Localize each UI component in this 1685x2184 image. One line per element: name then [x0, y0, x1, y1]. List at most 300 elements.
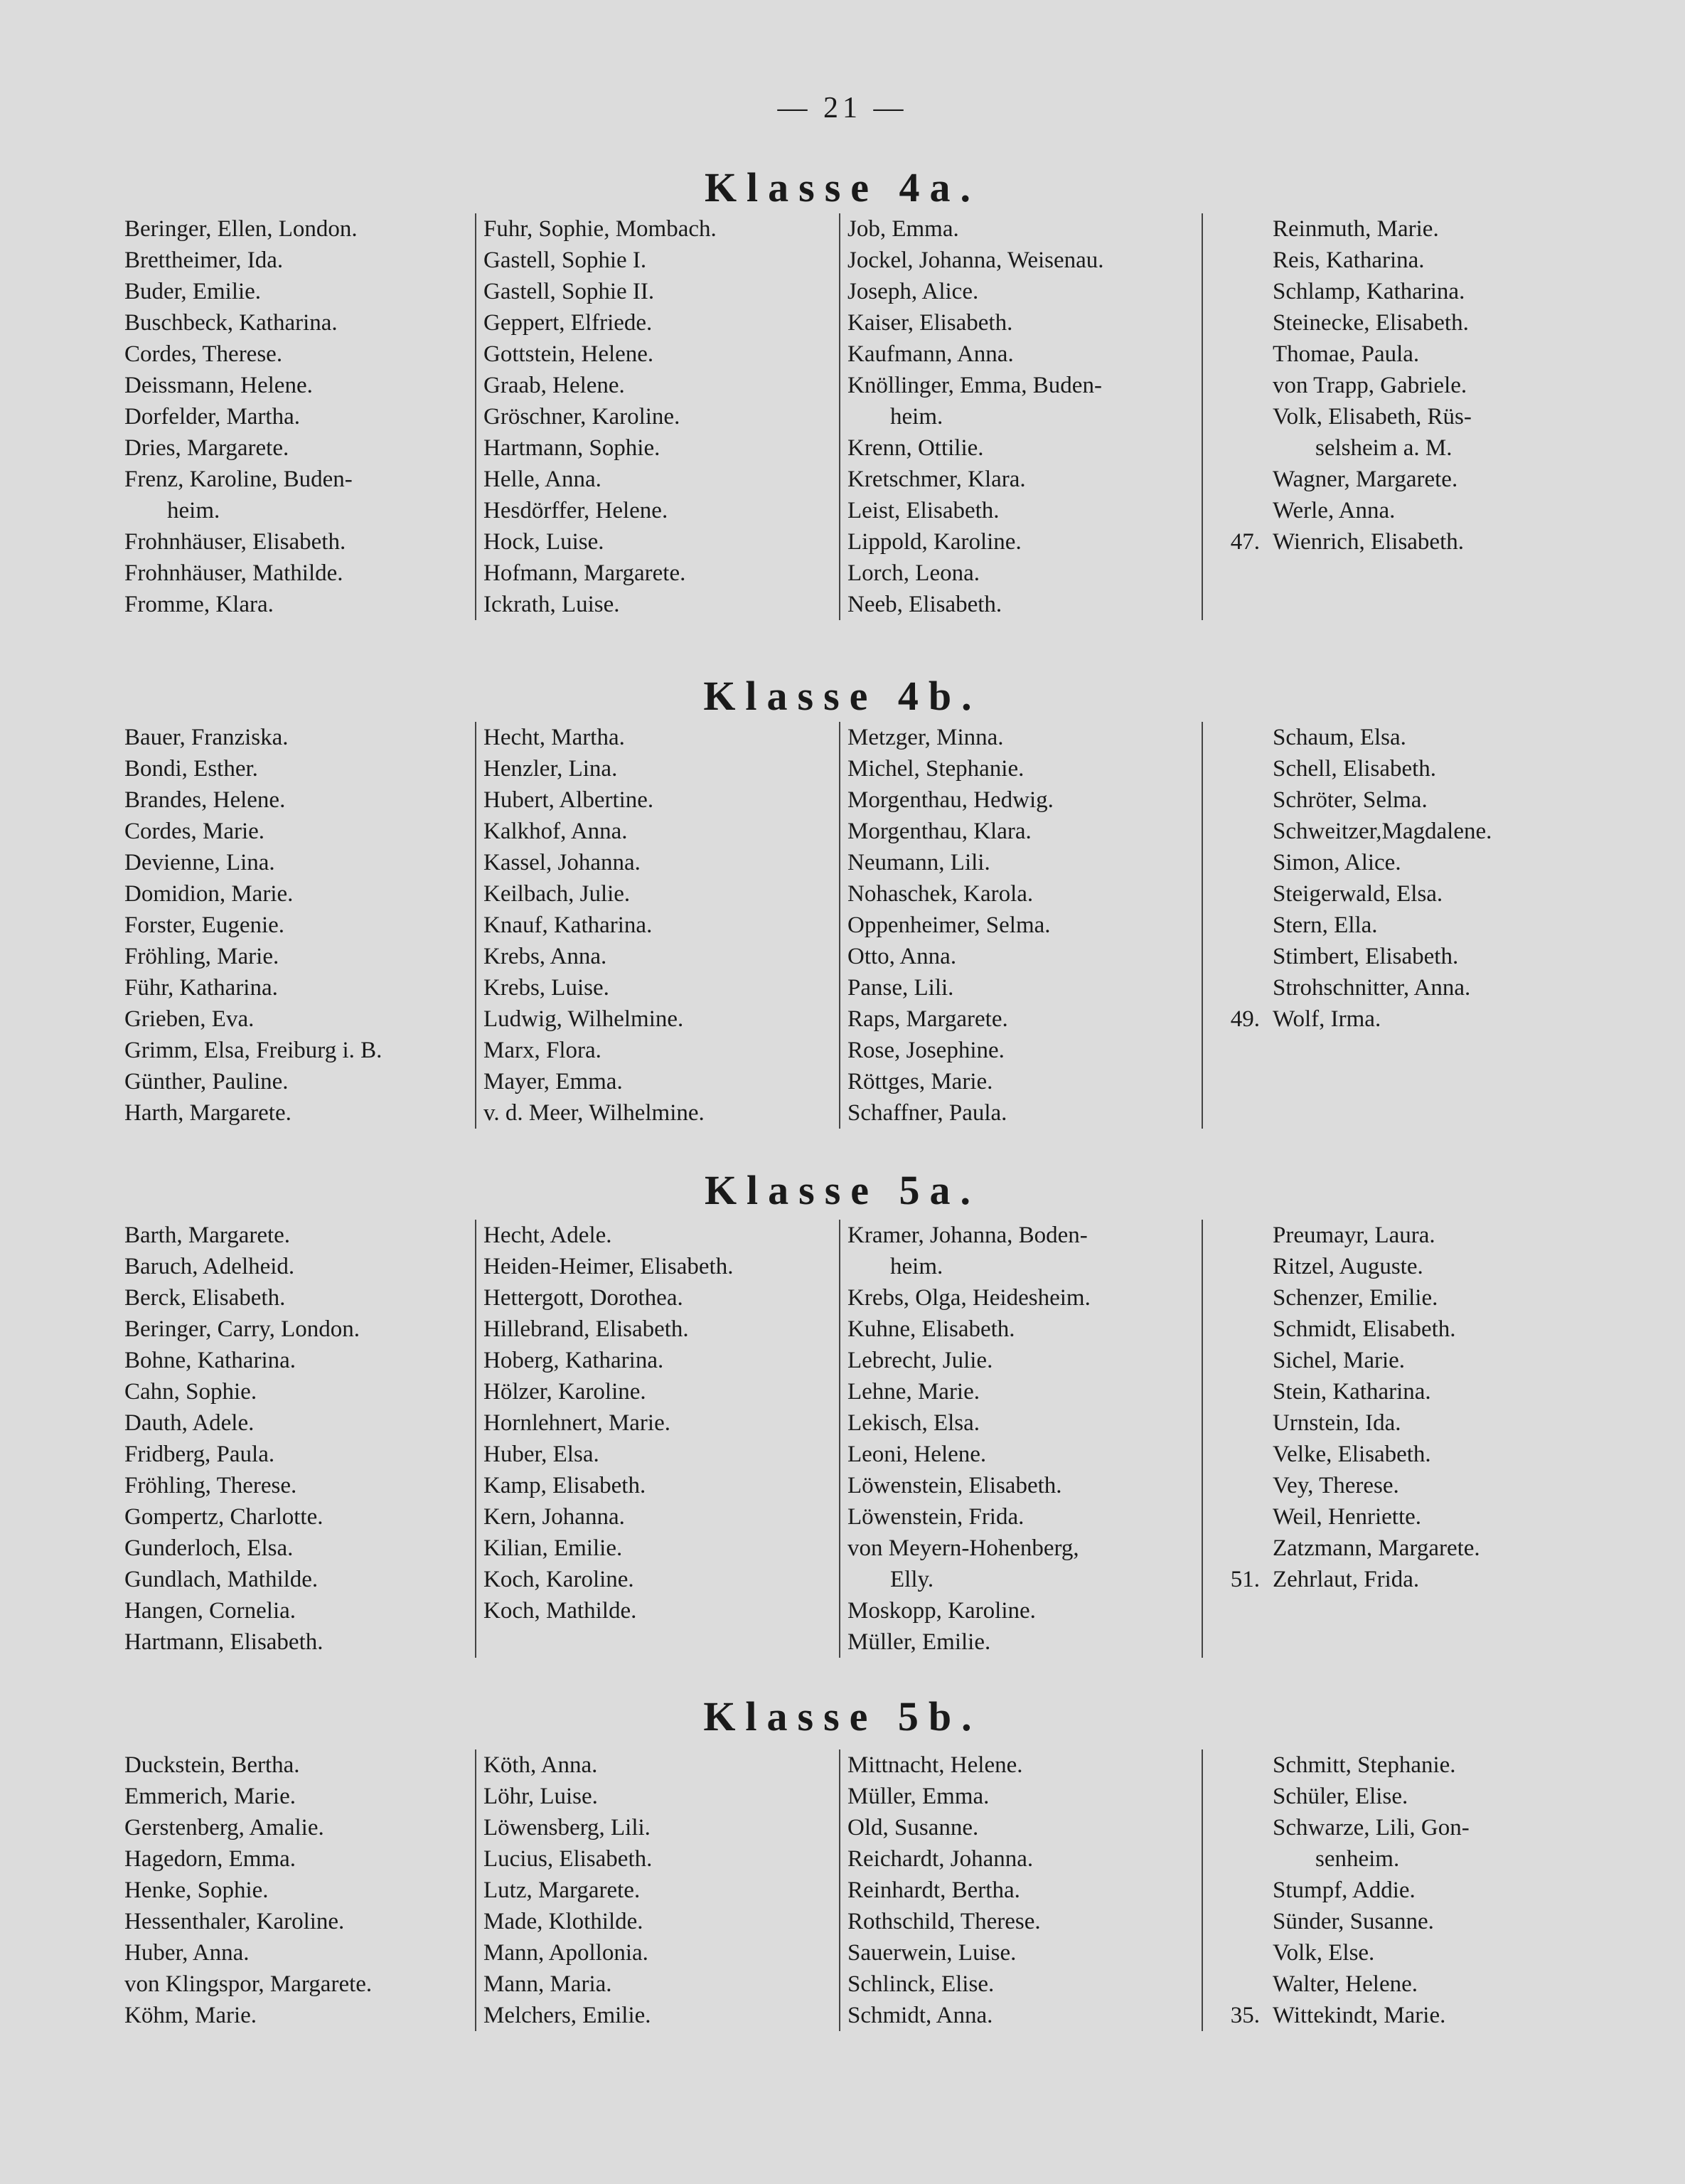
student-entry — [847, 847, 1054, 878]
student-name: Gompertz, Charlotte. — [124, 1504, 323, 1530]
student-entry — [483, 722, 705, 753]
student-name: Otto, Anna. — [847, 944, 957, 969]
student-name: Morgenthau, Klara. — [847, 819, 1032, 844]
student-entry — [124, 1749, 372, 1781]
name-column — [483, 722, 705, 1129]
student-name: Hock, Luise. — [483, 529, 604, 555]
student-name: Zatzmann, Margarete. — [1273, 1535, 1480, 1561]
student-entry — [847, 1564, 1091, 1595]
student-name: Harth, Margarete. — [124, 1100, 291, 1126]
student-entry — [124, 1812, 372, 1843]
student-entry — [124, 972, 382, 1003]
student-name: Hecht, Adele. — [483, 1222, 612, 1248]
student-entry — [483, 1066, 705, 1097]
student-name: Stern, Ella. — [1273, 912, 1378, 938]
student-entry — [124, 1626, 360, 1658]
student-entry — [847, 1470, 1091, 1501]
student-name: Buschbeck, Katharina. — [124, 310, 338, 336]
column-divider — [475, 1220, 476, 1658]
student-entry — [124, 1533, 360, 1564]
student-entry — [1273, 1937, 1470, 1969]
class-section — [0, 722, 1685, 1129]
student-name: Preumayr, Laura. — [1273, 1222, 1435, 1248]
student-name: Kilian, Emilie. — [483, 1535, 623, 1561]
student-name: Fromme, Klara. — [124, 592, 274, 617]
student-name: Moskopp, Karoline. — [847, 1598, 1036, 1624]
student-name: heim. — [890, 1254, 943, 1279]
name-column — [483, 213, 717, 620]
name-column — [124, 1220, 360, 1658]
student-entry — [847, 307, 1104, 339]
student-entry — [847, 1097, 1054, 1129]
student-name: Huber, Elsa. — [483, 1442, 599, 1467]
student-entry — [124, 1969, 372, 2000]
student-name: Schmidt, Elisabeth. — [1273, 1316, 1456, 1342]
student-name: Mayer, Emma. — [483, 1069, 623, 1094]
student-name: Leist, Elisabeth. — [847, 498, 1000, 523]
class-count: 35. — [1230, 2003, 1260, 2028]
student-entry — [124, 1595, 360, 1626]
name-column — [847, 722, 1054, 1129]
name-column — [1230, 1220, 1480, 1595]
student-entry — [124, 753, 382, 784]
student-entry — [1273, 495, 1472, 526]
student-entry — [847, 1906, 1041, 1937]
student-name: Barth, Margarete. — [124, 1222, 291, 1248]
student-name: Gerstenberg, Amalie. — [124, 1815, 324, 1841]
student-name: senheim. — [1315, 1846, 1400, 1872]
student-entry — [124, 213, 358, 245]
student-name: Grimm, Elsa, Freiburg i. B. — [124, 1038, 383, 1063]
student-name: Müller, Emilie. — [847, 1629, 991, 1655]
student-name: Reinhardt, Bertha. — [847, 1877, 1020, 1903]
student-name: Berck, Elisabeth. — [124, 1285, 286, 1311]
student-entry — [483, 1969, 652, 2000]
student-entry — [1273, 245, 1472, 276]
student-name: Kamp, Elisabeth. — [483, 1473, 646, 1498]
student-name: Graab, Helene. — [483, 373, 625, 398]
student-name: Steinecke, Elisabeth. — [1273, 310, 1469, 336]
student-entry — [1230, 526, 1472, 558]
student-entry — [1273, 1533, 1480, 1564]
student-name: Schlamp, Katharina. — [1273, 279, 1465, 304]
student-entry — [483, 1376, 733, 1407]
student-entry — [124, 1875, 372, 1906]
student-entry — [124, 1345, 360, 1376]
student-entry — [483, 276, 717, 307]
student-entry — [1273, 276, 1472, 307]
student-name: Köth, Anna. — [483, 1752, 598, 1778]
student-entry — [483, 878, 705, 910]
student-name: Schlinck, Elise. — [847, 1971, 995, 1997]
student-name: Lippold, Karoline. — [847, 529, 1022, 555]
student-entry — [124, 589, 358, 620]
student-entry — [124, 1282, 360, 1314]
student-name: selsheim a. M. — [1315, 435, 1453, 461]
student-entry — [124, 339, 358, 370]
student-name: Schüler, Elise. — [1273, 1784, 1408, 1809]
student-entry — [124, 245, 358, 276]
student-entry — [847, 1407, 1091, 1439]
student-entry — [124, 1003, 382, 1035]
student-name: Schaum, Elsa. — [1273, 725, 1406, 750]
student-entry — [1273, 847, 1492, 878]
student-entry — [483, 213, 717, 245]
student-name: Lehne, Marie. — [847, 1379, 980, 1405]
student-name: Stein, Katharina. — [1273, 1379, 1431, 1405]
class-section — [0, 1220, 1685, 1658]
student-name: Rothschild, Therese. — [847, 1909, 1041, 1934]
student-name: Michel, Stephanie. — [847, 756, 1025, 782]
student-entry — [847, 276, 1104, 307]
student-name: Schweitzer,Magdalene. — [1273, 819, 1492, 844]
student-name: Hölzer, Karoline. — [483, 1379, 646, 1405]
name-column — [483, 1749, 652, 2031]
student-name: Hessenthaler, Karoline. — [124, 1909, 345, 1934]
student-entry — [1273, 1251, 1480, 1282]
student-name: Emmerich, Marie. — [124, 1784, 296, 1809]
student-entry — [483, 432, 717, 464]
student-name: heim. — [167, 498, 220, 523]
student-name: Weil, Henriette. — [1273, 1504, 1422, 1530]
student-name: Löhr, Luise. — [483, 1784, 598, 1809]
student-entry — [483, 1282, 733, 1314]
name-column — [124, 213, 358, 620]
student-entry — [483, 1003, 705, 1035]
student-entry — [1230, 1003, 1492, 1035]
student-name: Hubert, Albertine. — [483, 787, 654, 813]
student-name: Köhm, Marie. — [124, 2003, 257, 2028]
student-entry — [1273, 910, 1492, 941]
student-name: Gastell, Sophie I. — [483, 247, 647, 273]
student-entry — [483, 1781, 652, 1812]
student-entry — [483, 910, 705, 941]
student-name: Reinmuth, Marie. — [1273, 216, 1439, 242]
student-name: Krebs, Luise. — [483, 975, 609, 1001]
student-entry — [847, 1533, 1091, 1564]
student-name: Neumann, Lili. — [847, 850, 990, 875]
student-entry — [847, 910, 1054, 941]
student-name: Melchers, Emilie. — [483, 2003, 651, 2028]
name-column — [847, 1220, 1091, 1658]
student-entry — [1273, 1376, 1480, 1407]
student-entry — [847, 1595, 1091, 1626]
student-entry — [1273, 1843, 1470, 1875]
student-name: Simon, Alice. — [1273, 850, 1401, 875]
student-name: Gottstein, Helene. — [483, 341, 654, 367]
student-entry — [483, 1407, 733, 1439]
student-name: Mann, Maria. — [483, 1971, 612, 1997]
class-heading: Klasse 5b. — [703, 1693, 982, 1740]
student-name: Bauer, Franziska. — [124, 725, 289, 750]
student-entry — [124, 941, 382, 972]
student-entry — [483, 2000, 652, 2031]
column-divider — [839, 213, 840, 620]
student-name: Neeb, Elisabeth. — [847, 592, 1002, 617]
student-name: Steigerwald, Elsa. — [1273, 881, 1443, 907]
student-name: Kaufmann, Anna. — [847, 341, 1014, 367]
student-name: v. d. Meer, Wilhelmine. — [483, 1100, 705, 1126]
student-entry — [483, 1875, 652, 1906]
student-name: Oppenheimer, Selma. — [847, 912, 1051, 938]
student-entry — [847, 464, 1104, 495]
student-name: Hecht, Martha. — [483, 725, 625, 750]
student-name: Krebs, Anna. — [483, 944, 607, 969]
student-name: Hornlehnert, Marie. — [483, 1410, 670, 1436]
student-name: Lorch, Leona. — [847, 560, 980, 586]
student-entry — [847, 339, 1104, 370]
student-entry — [124, 1501, 360, 1533]
student-entry — [1273, 1781, 1470, 1812]
student-name: Henzler, Lina. — [483, 756, 618, 782]
student-name: Morgenthau, Hedwig. — [847, 787, 1054, 813]
student-entry — [483, 526, 717, 558]
student-entry — [847, 1969, 1041, 2000]
student-entry — [1273, 1345, 1480, 1376]
student-name: Schaffner, Paula. — [847, 1100, 1007, 1126]
student-entry — [124, 1066, 382, 1097]
student-name: Krenn, Ottilie. — [847, 435, 984, 461]
student-name: Ritzel, Auguste. — [1273, 1254, 1423, 1279]
student-name: Helle, Anna. — [483, 467, 601, 492]
student-entry — [1273, 1875, 1470, 1906]
student-entry — [483, 972, 705, 1003]
class-count: 47. — [1230, 529, 1260, 555]
student-entry — [1273, 213, 1472, 245]
student-entry — [483, 1749, 652, 1781]
column-divider — [839, 722, 840, 1129]
student-name: Schmidt, Anna. — [847, 2003, 993, 2028]
student-entry — [847, 1376, 1091, 1407]
student-name: Huber, Anna. — [124, 1940, 250, 1966]
student-name: Velke, Elisabeth. — [1273, 1442, 1431, 1467]
student-entry — [483, 245, 717, 276]
student-name: Henke, Sophie. — [124, 1877, 269, 1903]
student-entry — [847, 1781, 1041, 1812]
student-entry — [483, 1035, 705, 1066]
student-entry — [1230, 1564, 1480, 1595]
student-name: Gastell, Sophie II. — [483, 279, 655, 304]
student-name: Cordes, Therese. — [124, 341, 283, 367]
student-name: Kassel, Johanna. — [483, 850, 641, 875]
student-entry — [124, 432, 358, 464]
student-entry — [1273, 1812, 1470, 1843]
student-entry — [847, 432, 1104, 464]
name-column — [1230, 722, 1492, 1035]
student-name: Thomae, Paula. — [1273, 341, 1420, 367]
student-entry — [1273, 1906, 1470, 1937]
student-name: Walter, Helene. — [1273, 1971, 1418, 1997]
student-entry — [483, 1470, 733, 1501]
student-name: Elly. — [890, 1567, 934, 1592]
student-entry — [847, 213, 1104, 245]
student-entry — [847, 1066, 1054, 1097]
student-name: Gunderloch, Elsa. — [124, 1535, 294, 1561]
student-entry — [847, 1003, 1054, 1035]
student-name: Frohnhäuser, Mathilde. — [124, 560, 343, 586]
student-name: Dorfelder, Martha. — [124, 404, 300, 430]
student-entry — [124, 307, 358, 339]
student-name: Joseph, Alice. — [847, 279, 979, 304]
student-entry — [847, 245, 1104, 276]
student-entry — [1273, 878, 1492, 910]
student-entry — [1273, 401, 1472, 432]
student-name: Röttges, Marie. — [847, 1069, 993, 1094]
student-name: Führ, Katharina. — [124, 975, 278, 1001]
column-divider — [475, 213, 476, 620]
student-entry — [847, 1035, 1054, 1066]
student-entry — [1273, 370, 1472, 401]
student-name: Knauf, Katharina. — [483, 912, 653, 938]
student-entry — [483, 370, 717, 401]
student-entry — [483, 816, 705, 847]
student-name: Buder, Emilie. — [124, 279, 262, 304]
student-entry — [847, 1251, 1091, 1282]
student-name: Forster, Eugenie. — [124, 912, 285, 938]
student-entry — [1273, 1749, 1470, 1781]
student-entry — [1273, 753, 1492, 784]
student-entry — [124, 1564, 360, 1595]
student-name: Fuhr, Sophie, Mombach. — [483, 216, 717, 242]
student-name: Keilbach, Julie. — [483, 881, 631, 907]
student-entry — [1273, 1220, 1480, 1251]
student-entry — [847, 878, 1054, 910]
student-entry — [847, 816, 1054, 847]
student-name: Volk, Else. — [1273, 1940, 1375, 1966]
student-name: Panse, Lili. — [847, 975, 954, 1001]
student-entry — [1273, 1314, 1480, 1345]
student-name: Günther, Pauline. — [124, 1069, 289, 1094]
student-name: Cahn, Sophie. — [124, 1379, 257, 1405]
class-heading: Klasse 4a. — [704, 164, 981, 211]
student-name: Vey, Therese. — [1273, 1473, 1399, 1498]
student-name: Koch, Mathilde. — [483, 1598, 637, 1624]
student-entry — [847, 1501, 1091, 1533]
student-entry — [847, 1314, 1091, 1345]
student-entry — [124, 558, 358, 589]
student-entry — [1273, 722, 1492, 753]
student-name: Fröhling, Marie. — [124, 944, 279, 969]
class-count: 49. — [1230, 1006, 1260, 1032]
student-entry — [847, 558, 1104, 589]
student-entry — [847, 1937, 1041, 1969]
student-entry — [124, 847, 382, 878]
column-divider — [1202, 213, 1203, 620]
student-name: Lebrecht, Julie. — [847, 1348, 993, 1373]
student-entry — [483, 589, 717, 620]
student-name: Knöllinger, Emma, Buden- — [847, 373, 1102, 398]
student-entry — [124, 1035, 382, 1066]
student-entry — [847, 941, 1054, 972]
class-heading: Klasse 4b. — [703, 673, 982, 719]
student-name: Sünder, Susanne. — [1273, 1909, 1434, 1934]
student-name: Beringer, Carry, London. — [124, 1316, 360, 1342]
student-name: Deissmann, Helene. — [124, 373, 313, 398]
student-entry — [847, 1345, 1091, 1376]
student-name: Duckstein, Bertha. — [124, 1752, 300, 1778]
student-name: Marx, Flora. — [483, 1038, 601, 1063]
student-name: Mittnacht, Helene. — [847, 1752, 1023, 1778]
student-entry — [124, 722, 382, 753]
student-entry — [124, 526, 358, 558]
student-entry — [124, 878, 382, 910]
student-name: Devienne, Lina. — [124, 850, 275, 875]
student-entry — [124, 1470, 360, 1501]
student-name: Domidion, Marie. — [124, 881, 294, 907]
student-name: Schell, Elisabeth. — [1273, 756, 1437, 782]
student-name: Nohaschek, Karola. — [847, 881, 1034, 907]
student-name: Rose, Josephine. — [847, 1038, 1005, 1063]
student-name: Lucius, Elisabeth. — [483, 1846, 653, 1872]
student-entry — [847, 589, 1104, 620]
student-name: Stimbert, Elisabeth. — [1273, 944, 1459, 969]
student-name: Gundlach, Mathilde. — [124, 1567, 319, 1592]
student-entry — [847, 722, 1054, 753]
student-name: Heiden-Heimer, Elisabeth. — [483, 1254, 734, 1279]
student-entry — [1273, 784, 1492, 816]
student-name: Stumpf, Addie. — [1273, 1877, 1416, 1903]
class-heading: Klasse 5a. — [704, 1167, 981, 1213]
student-name: Dauth, Adele. — [124, 1410, 255, 1436]
student-entry — [124, 1251, 360, 1282]
student-entry — [483, 1906, 652, 1937]
student-name: Frohnhäuser, Elisabeth. — [124, 529, 346, 555]
student-name: Wienrich, Elisabeth. — [1273, 529, 1464, 555]
student-entry — [847, 1843, 1041, 1875]
student-entry — [847, 1439, 1091, 1470]
student-name: von Klingspor, Margarete. — [124, 1971, 373, 1997]
student-entry — [124, 1439, 360, 1470]
student-name: Hoberg, Katharina. — [483, 1348, 664, 1373]
student-entry — [483, 495, 717, 526]
student-entry — [483, 1097, 705, 1129]
student-entry — [124, 910, 382, 941]
student-name: von Meyern-Hohenberg, — [847, 1535, 1079, 1561]
student-entry — [124, 816, 382, 847]
student-entry — [124, 1937, 372, 1969]
student-name: Made, Klothilde. — [483, 1909, 643, 1934]
student-name: Werle, Anna. — [1273, 498, 1396, 523]
student-name: Kretschmer, Klara. — [847, 467, 1026, 492]
student-entry — [1273, 464, 1472, 495]
student-name: Wittekindt, Marie. — [1273, 2003, 1446, 2028]
student-entry — [483, 847, 705, 878]
student-name: Mann, Apollonia. — [483, 1940, 648, 1966]
student-entry — [1273, 1282, 1480, 1314]
student-entry — [124, 2000, 372, 2031]
name-column — [847, 213, 1104, 620]
student-name: von Trapp, Gabriele. — [1273, 373, 1467, 398]
student-name: Metzger, Minna. — [847, 725, 1004, 750]
student-entry — [847, 1626, 1091, 1658]
student-name: Schmitt, Stephanie. — [1273, 1752, 1456, 1778]
student-entry — [124, 1097, 382, 1129]
student-name: Hillebrand, Elisabeth. — [483, 1316, 689, 1342]
class-section — [0, 213, 1685, 620]
student-entry — [483, 1937, 652, 1969]
student-entry — [847, 1220, 1091, 1251]
student-name: Ludwig, Wilhelmine. — [483, 1006, 684, 1032]
class-count: 51. — [1230, 1567, 1260, 1592]
name-column — [124, 1749, 372, 2031]
student-entry — [124, 1220, 360, 1251]
student-name: Hagedorn, Emma. — [124, 1846, 296, 1872]
student-entry — [483, 1595, 733, 1626]
student-name: Löwensberg, Lili. — [483, 1815, 651, 1841]
column-divider — [1202, 722, 1203, 1129]
student-entry — [847, 2000, 1041, 2031]
student-entry — [124, 464, 358, 495]
